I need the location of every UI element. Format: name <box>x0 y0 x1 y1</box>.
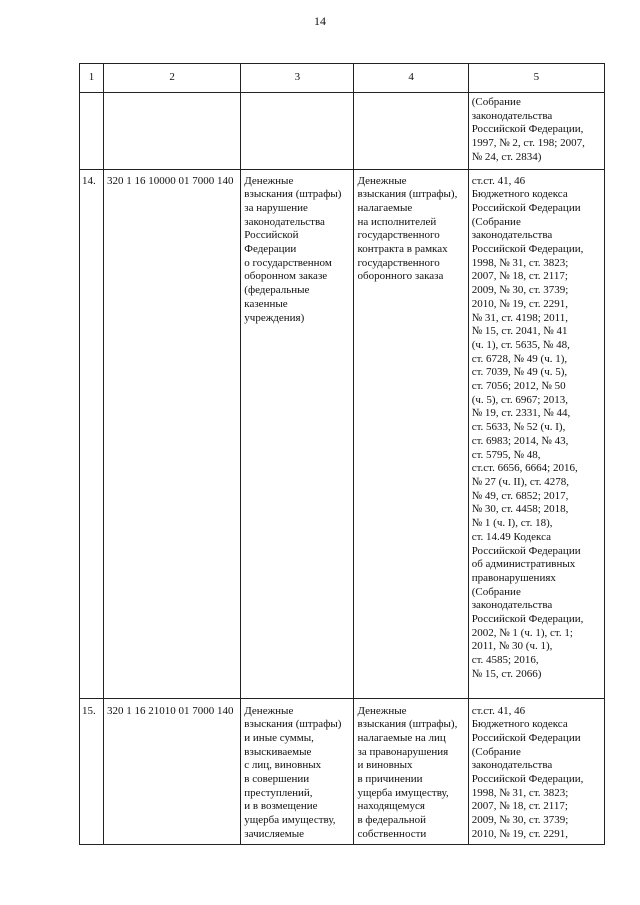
code-cell: 320 1 16 10000 01 7000 140 <box>104 169 241 698</box>
legal-basis-cell: ст.ст. 41, 46 Бюджетного кодекса Российской Федерации (Собрание законодательства Российской Федерации, 1998, № 31, ст. 3823; 2007, № 18, ст. 2117; 2009, № 30, ст. 3739; 2010, № 19, ст. 2291, <box>468 698 604 844</box>
row-number-cell: 15. <box>80 698 104 844</box>
table-row-continuation <box>80 93 605 170</box>
description-cell: Денежные взыскания (штрафы), налагаемые на лиц за правонарушения и виновных в причинении ущерба имуществу, находящемуся в федеральной собственности <box>354 698 468 844</box>
table-row-14 <box>80 169 605 698</box>
table-header-row <box>80 64 605 93</box>
name-cell <box>241 93 354 170</box>
row-number-cell: 14. <box>80 169 104 698</box>
revenue-codes-table <box>79 63 605 845</box>
description-cell: Денежные взыскания (штрафы), налагаемые на исполнителей государственного контракта в рамках государственного оборонного заказа <box>354 169 468 698</box>
name-cell: Денежные взыскания (штрафы) и иные суммы, взыскиваемые с лиц, виновных в совершении преступлений, и в возмещение ущерба имуществу, зачисляемые <box>241 698 354 844</box>
column-header-4: 4 <box>354 64 468 93</box>
column-header-3: 3 <box>241 64 354 93</box>
column-header-5: 5 <box>468 64 604 93</box>
row-number-cell <box>80 93 104 170</box>
legal-basis-cell: ст.ст. 41, 46 Бюджетного кодекса Российской Федерации (Собрание законодательства Российской Федерации, 1998, № 31, ст. 3823; 2007, № 18, ст. 2117; 2009, № 30, ст. 3739; 2010, № 19, ст. 2291, № 31, ст. 4198; 2011, № 15, ст. 2041, № 41 (ч. 1), ст. 5635, № 48, ст. 6728, № 49 (ч. 1), ст. 7039, № 49 (ч. 5), ст. 7056; 2012, № 50 (ч. 5), ст. 6967; 2013, № 19, ст. 2331, № 44, ст. 5633, № 52 (ч. I), ст. 6983; 2014, № 43, ст. 5795, № 48, ст.ст. 6656, 6664; 2016, № 27 (ч. II), ст. 4278, № 49, ст. 6852; 2017, № 30, ст. 4458; 2018, № 1 (ч. I), ст. 18), ст. 14.49 Кодекса Российской Федерации об административных правонарушениях (Собрание законодательства Российской Федерации, 2002, № 1 (ч. 1), ст. 1; 2011, № 30 (ч. 1), ст. 4585; 2016, № 15, ст. 2066) <box>468 169 604 698</box>
column-header-1: 1 <box>80 64 104 93</box>
description-cell <box>354 93 468 170</box>
name-cell: Денежные взыскания (штрафы) за нарушение законодательства Российской Федерации о государственном оборонном заказе (федеральные казенные учреждения) <box>241 169 354 698</box>
code-cell <box>104 93 241 170</box>
legal-basis-cell: (Собрание законодательства Российской Федерации, 1997, № 2, ст. 198; 2007, № 24, ст. 2834) <box>468 93 604 170</box>
page-number: 14 <box>314 14 326 28</box>
column-header-2: 2 <box>104 64 241 93</box>
table-row-15 <box>80 698 605 844</box>
code-cell: 320 1 16 21010 01 7000 140 <box>104 698 241 844</box>
